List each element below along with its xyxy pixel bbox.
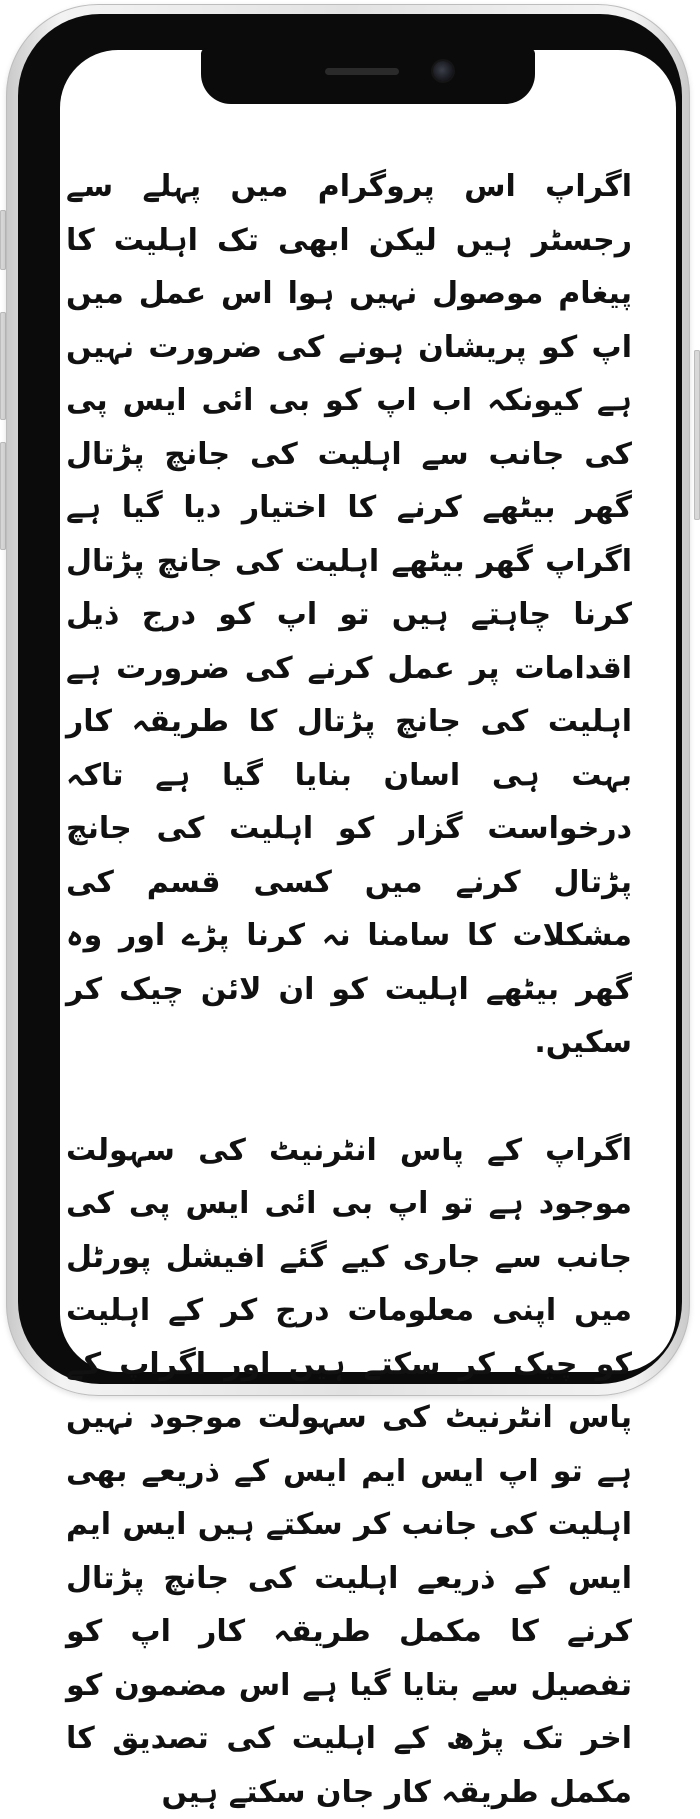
notch — [201, 48, 535, 104]
article-paragraph-1: اگراپ اس پروگرام میں پہلے سے رجسٹر ہیں لیکن ابھی تک اہلیت کا پیغام موصول نہیں ہوا اس عمل میں اپ کو پریشان ہونے کی ضرورت نہیں ہے کیونکہ اب اپ کو بی ائی ایس پی کی جانب سے اہلیت کی جانچ پڑتال گھر بیٹھے کرنے کا اختیار دیا گیا ہے اگراپ گھر بیٹھے اہلیت کی جانچ پڑتال کرنا چاہتے ہیں تو اپ کو درج ذیل اقدامات پر عمل کرنے کی ضرورت ہے اہلیت کی جانچ پڑتال کا طریقہ کار بہت ہی اسان بنایا گیا ہے تاکہ درخواست گزار کو اہلیت کی جانچ پڑتال کرنے میں کسی قسم کی مشکلات کا سامنا نہ کرنا پڑے اور وہ گھر بیٹھے اہلیت کو ان لائن چیک کر سکیں. — [66, 160, 632, 1070]
article-content — [66, 160, 632, 1819]
speaker-grille — [325, 68, 399, 75]
front-camera-icon — [433, 61, 453, 81]
power-button — [694, 350, 700, 520]
paragraph-spacer — [66, 1070, 632, 1124]
article-paragraph-2: اگراپ کے پاس انٹرنیٹ کی سہولت موجود ہے تو اپ بی ائی ایس پی کی جانب سے جاری کیے گئے افیشل پورٹل میں اپنی معلومات درج کر کے اہلیت کو چیک کر سکتے ہیں اور اگراپ کے پاس انٹرنیٹ کی سہولت موجود نہیں ہے تو اپ ایس ایم ایس کے ذریعے بھی اہلیت کی جانب کر سکتے ہیں ایس ایم ایس کے ذریعے اہلیت کی جانچ پڑتال کرنے کا مکمل طریقہ کار اپ کو تفصیل سے بتایا گیا ہے اس مضمون کو اخر تک پڑھ کے اہلیت کی تصدیق کا مکمل طریقہ کار جان سکتے ہیں — [66, 1124, 632, 1819]
